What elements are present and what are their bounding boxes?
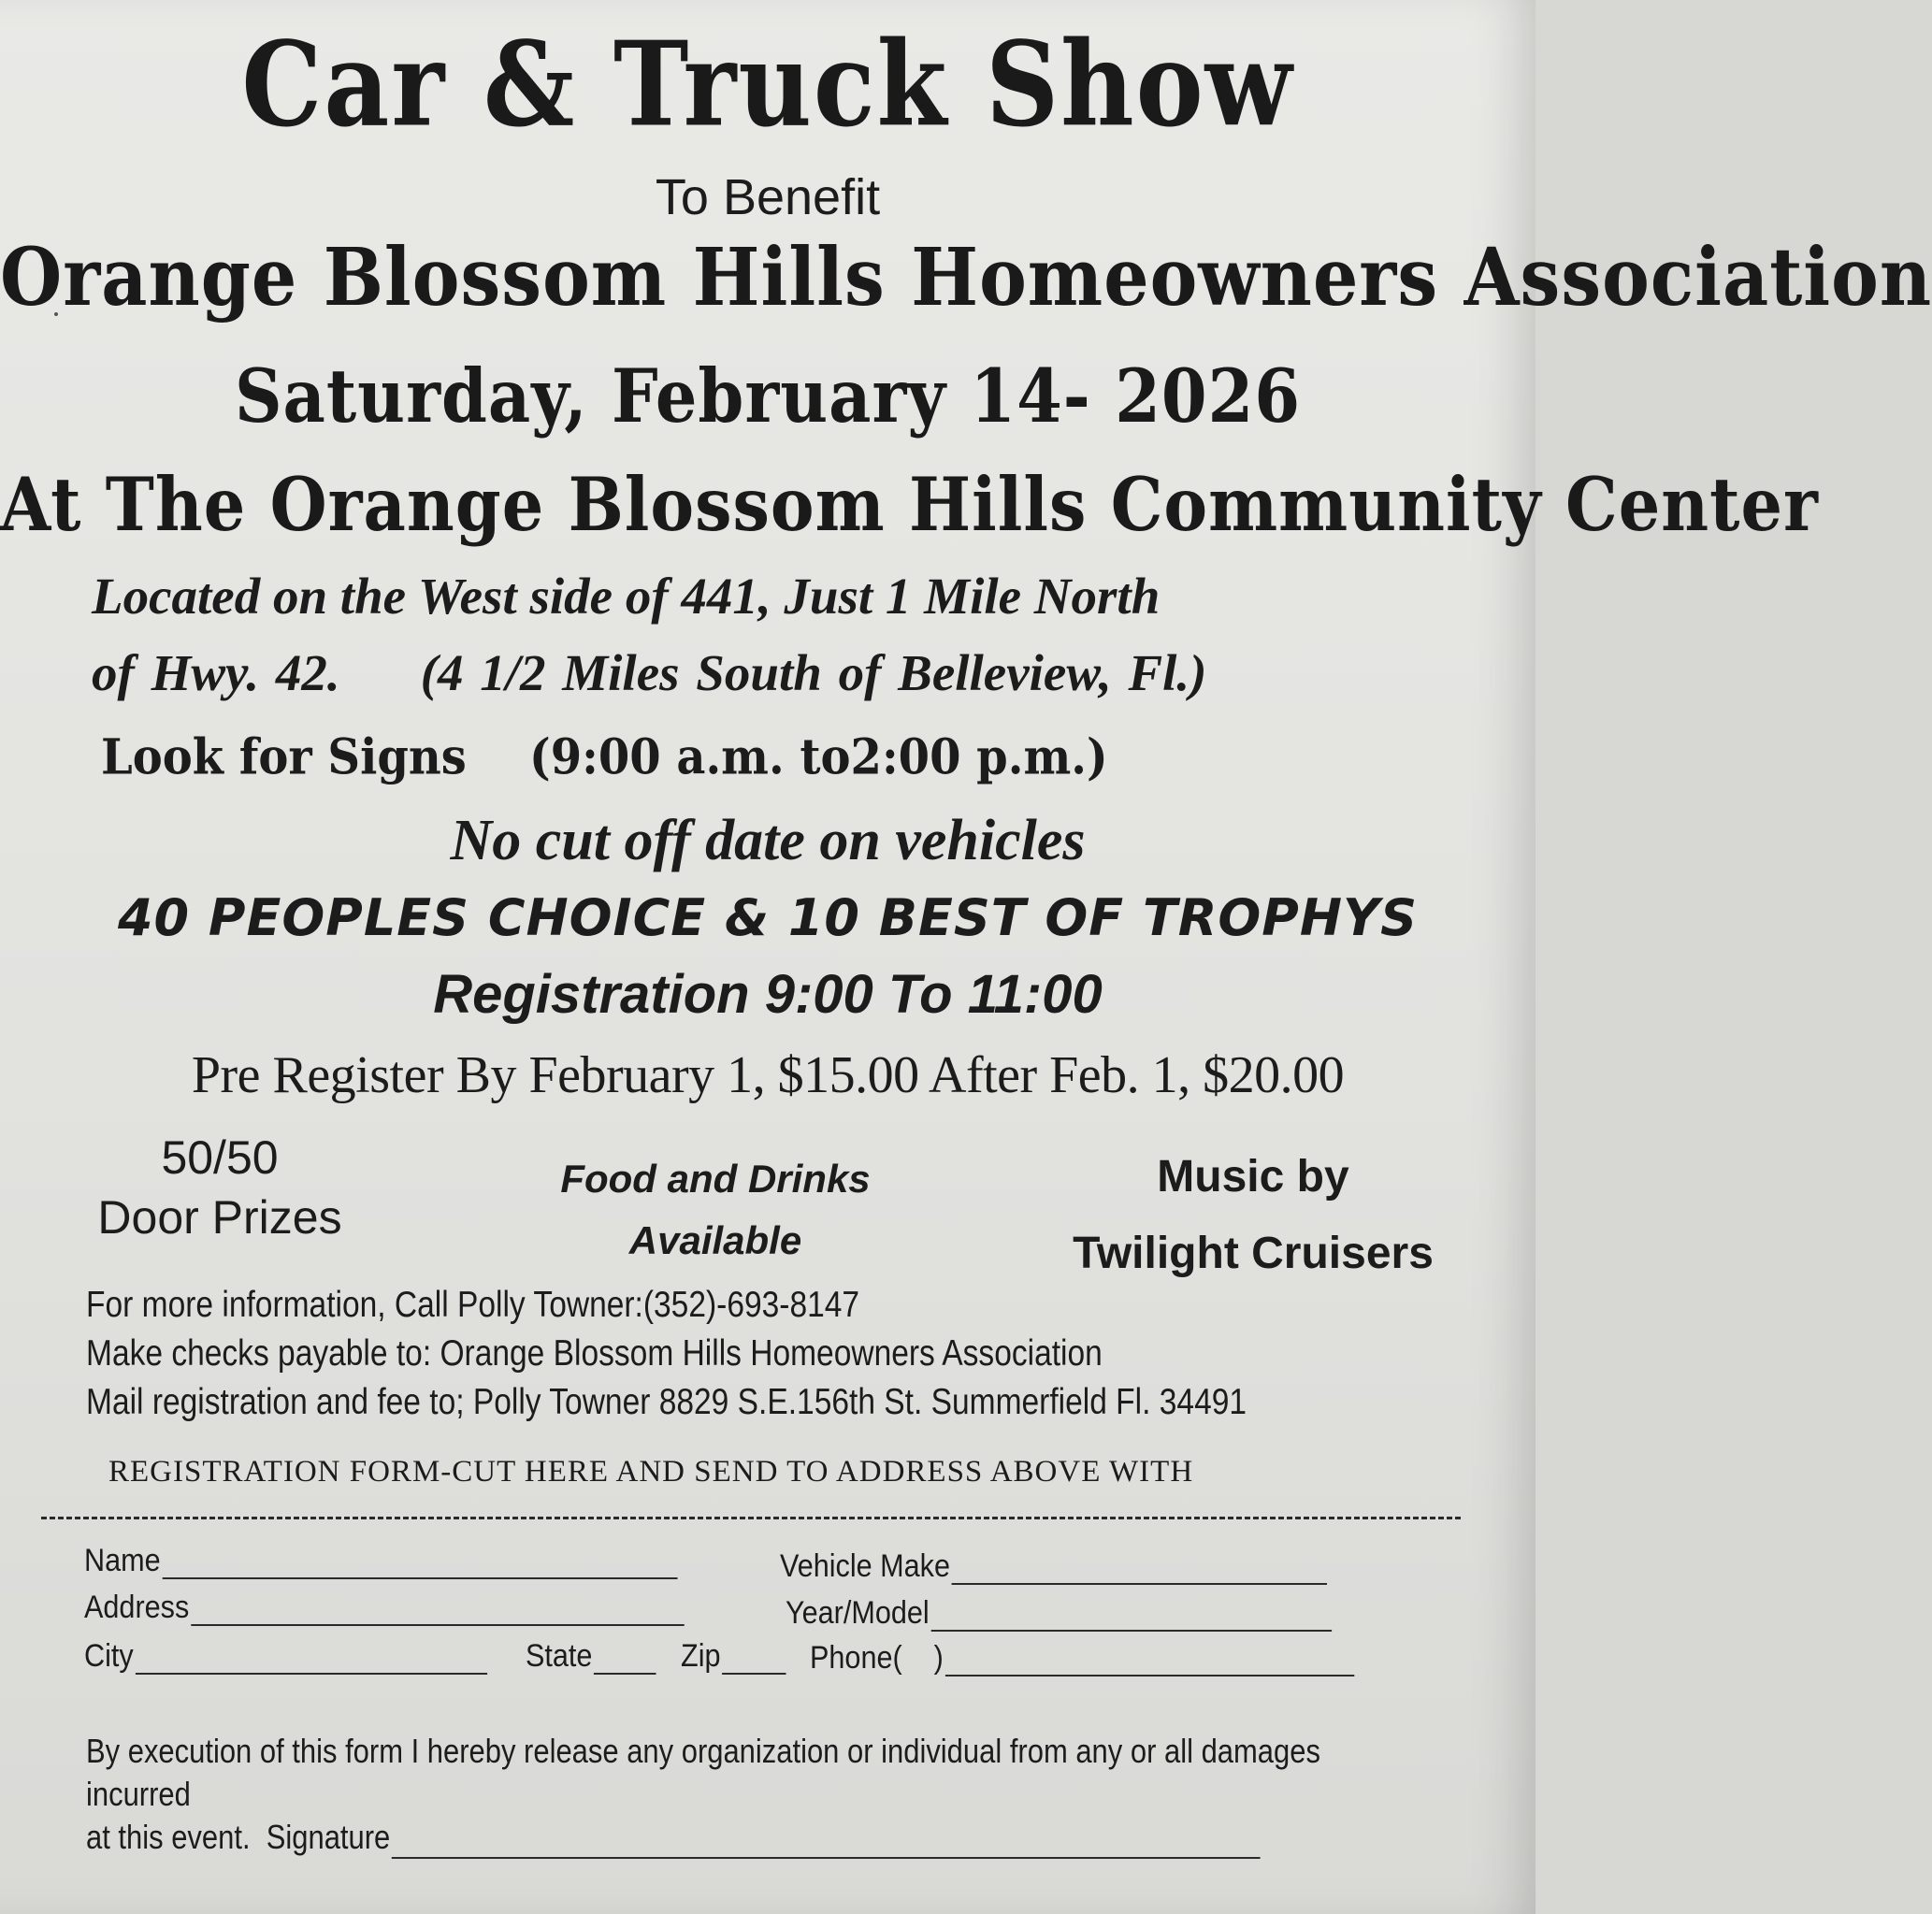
city-label: City (84, 1638, 134, 1674)
state-label: State (526, 1638, 593, 1674)
signature-blank[interactable] (392, 1829, 1261, 1859)
contact-info: For more information, Call Polly Towner:(352)-693-8147 (86, 1285, 860, 1325)
name-field[interactable] (84, 1543, 677, 1579)
year-model-label: Year/Model (786, 1595, 930, 1631)
vehicle-make-label: Vehicle Make (780, 1548, 951, 1584)
address-field[interactable] (84, 1590, 684, 1626)
benefit-line: To Benefit (655, 169, 881, 225)
vehicle-make-field[interactable] (780, 1548, 1327, 1585)
release-line-1: By execution of this form I hereby release any organization or individual from any or all damages incurred (86, 1732, 1320, 1813)
door-prizes-line-1: 50/50 (161, 1131, 279, 1184)
show-title: Car & Truck Show (241, 17, 1294, 153)
registration-time: Registration 9:00 To 11:00 (433, 964, 1103, 1025)
phone-blank[interactable] (945, 1647, 1354, 1677)
music-info (1038, 1139, 1468, 1292)
cutoff-note: No cut off date on vehicles (450, 809, 1086, 872)
pre-register-fees: Pre Register By February 1, $15.00 After Feb. 1, $20.00 (191, 1046, 1345, 1104)
city-blank[interactable] (136, 1645, 487, 1675)
association-name: Orange Blossom Hills Homeowners Association (0, 230, 1932, 324)
food-drinks (505, 1148, 926, 1272)
address-blank[interactable] (191, 1596, 684, 1626)
event-date: Saturday, February 14- 2026 (234, 353, 1302, 439)
name-blank[interactable] (162, 1549, 677, 1579)
state-blank[interactable] (594, 1645, 656, 1675)
year-model-field[interactable] (786, 1595, 1332, 1632)
door-prizes (75, 1128, 365, 1247)
city-field[interactable] (84, 1638, 487, 1675)
zip-field[interactable] (681, 1638, 786, 1675)
zip-label: Zip (681, 1638, 721, 1674)
event-venue: At The Orange Blossom Hills Community Center (0, 461, 1819, 548)
signature-label: at this event. Signature (86, 1818, 391, 1856)
food-line-1: Food and Drinks (560, 1157, 871, 1201)
year-model-blank[interactable] (930, 1602, 1331, 1632)
vehicle-make-blank[interactable] (952, 1555, 1327, 1585)
door-prizes-line-2: Door Prizes (97, 1191, 342, 1244)
cut-instructions: REGISTRATION FORM-CUT HERE AND SEND TO ADDRESS ABOVE WITH (108, 1455, 1194, 1489)
event-hours: (9:00 a.m. to2:00 p.m.) (529, 728, 1108, 786)
name-label: Name (84, 1543, 161, 1578)
mail-address: Mail registration and fee to; Polly Towner 8829 S.E.156th St. Summerfield Fl. 34491 (86, 1382, 1247, 1422)
signature-field[interactable] (86, 1816, 1389, 1859)
location-highway: of Hwy. 42. (92, 644, 340, 701)
music-line-1: Music by (1157, 1152, 1349, 1202)
checks-payable: Make checks payable to: Orange Blossom Hills Homeowners Association (86, 1333, 1103, 1374)
look-for-signs: Look for Signs (101, 728, 467, 786)
location-line-1: Located on the West side of 441, Just 1 Mile North (92, 568, 1161, 625)
trophies-line: 40 PEOPLES CHOICE & 10 BEST OF TROPHYS (117, 888, 1419, 947)
location-line-2 (92, 643, 1207, 702)
phone-label: Phone( ) (810, 1640, 944, 1676)
release-statement (86, 1730, 1389, 1859)
music-line-2: Twilight Cruisers (1073, 1229, 1434, 1278)
phone-field[interactable] (810, 1640, 1354, 1677)
cut-line (41, 1517, 1461, 1519)
state-field[interactable] (526, 1638, 656, 1675)
zip-blank[interactable] (722, 1645, 786, 1675)
address-label: Address (84, 1590, 190, 1625)
food-line-2: Available (628, 1218, 802, 1262)
location-distance: (4 1/2 Miles South of Belleview, Fl.) (420, 644, 1207, 701)
